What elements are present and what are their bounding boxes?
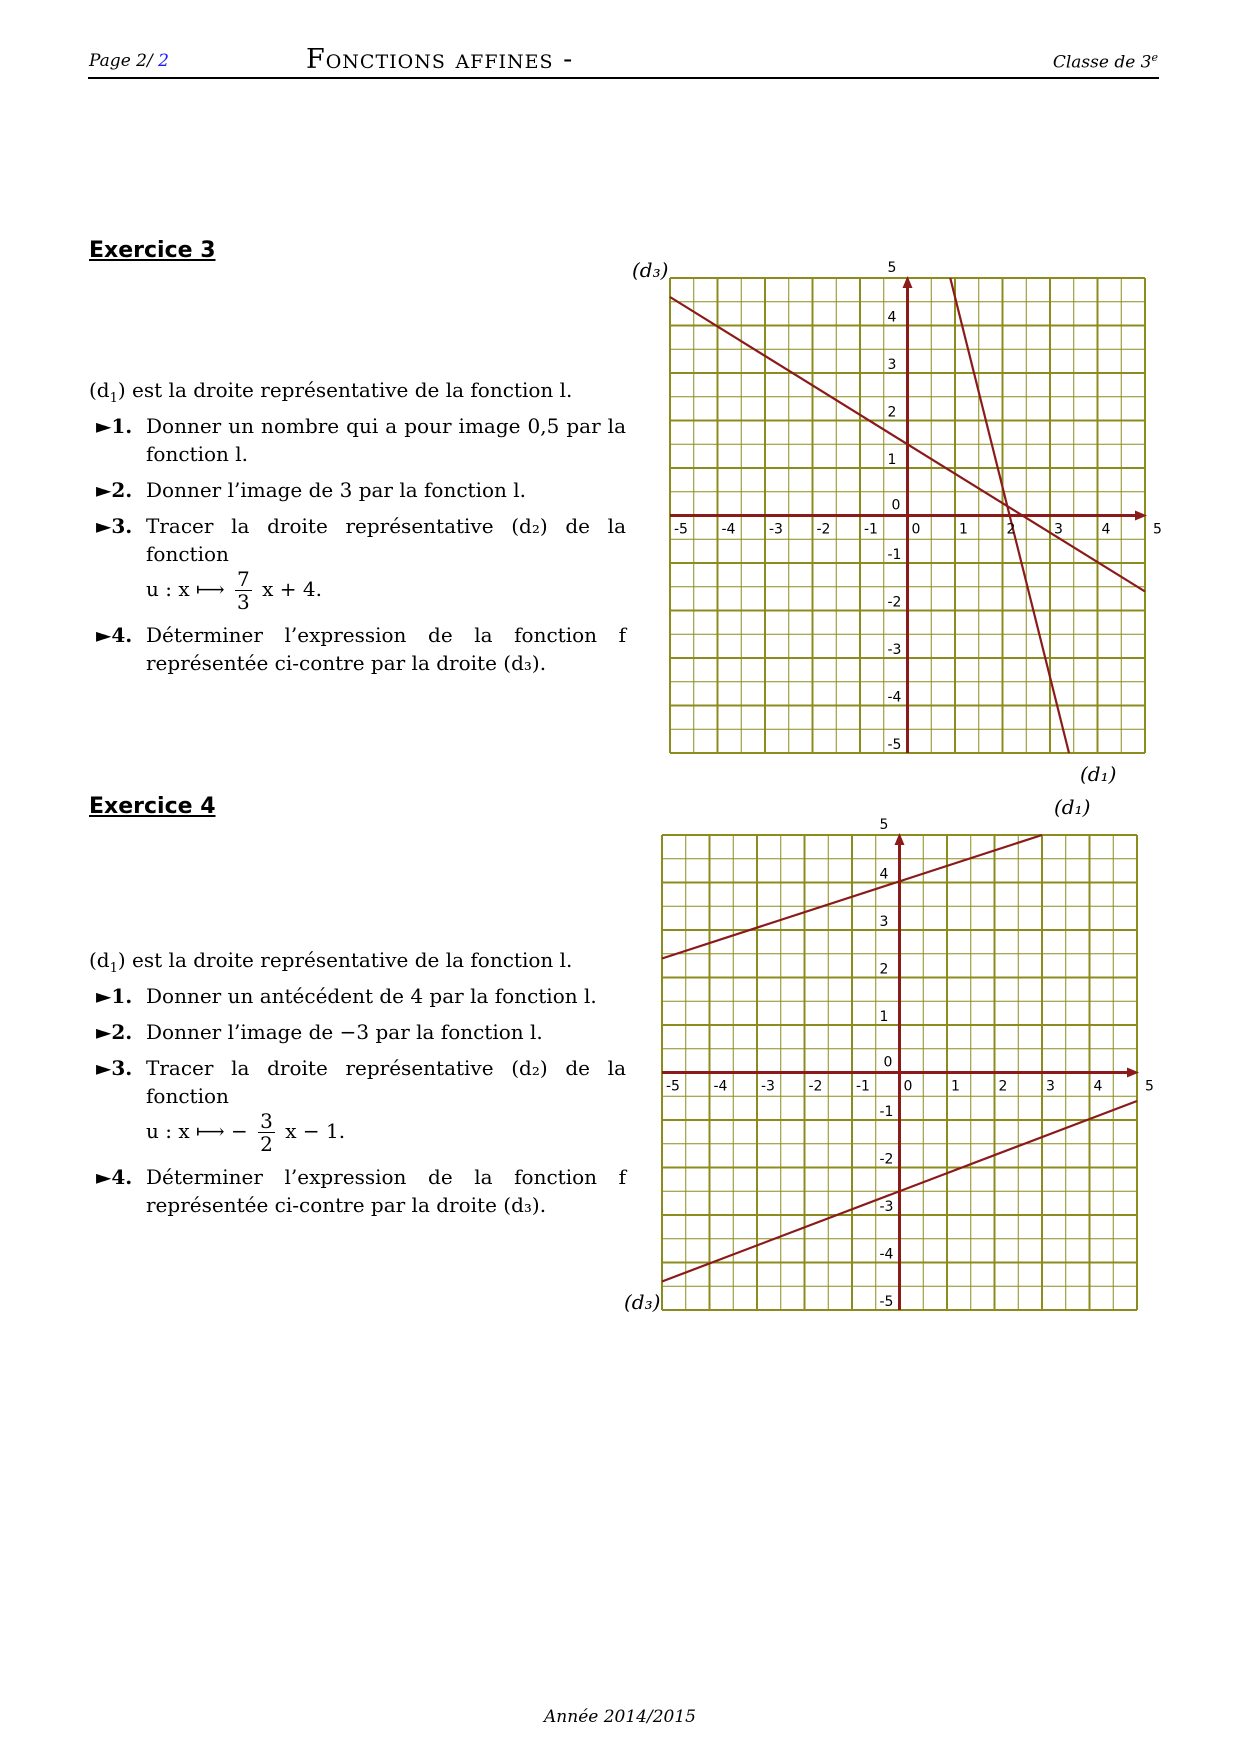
exercise-3-questions bbox=[96, 412, 626, 685]
x-tick-label: -3 bbox=[769, 521, 783, 538]
exercise-4-questions bbox=[96, 982, 626, 1227]
exercise-4-title: Exercice 4 bbox=[89, 794, 216, 819]
question-3 bbox=[96, 1054, 626, 1155]
question-number: ►2. bbox=[96, 1020, 133, 1044]
question-text: Donner l’image de −3 par la fonction l. bbox=[146, 1020, 543, 1044]
question-2 bbox=[96, 1018, 626, 1046]
graph-exercise-3 bbox=[660, 258, 1180, 768]
fraction-denominator: 2 bbox=[260, 1132, 273, 1156]
y-tick-label: 3 bbox=[879, 914, 889, 930]
intro-pre: (d bbox=[89, 378, 110, 402]
graph-1-label-d3: (d₃) bbox=[632, 258, 669, 282]
question-text: Déterminer l’expression de la fonction f représentée ci-contre par la droite (d₃). bbox=[146, 1165, 626, 1217]
question-text: Donner un nombre qui a pour image 0,5 par la fonction l. bbox=[146, 414, 626, 466]
y-tick-label: 4 bbox=[879, 866, 889, 883]
question-text: Donner l’image de 3 par la fonction l. bbox=[146, 478, 527, 502]
x-tick-label: -5 bbox=[666, 1078, 680, 1095]
y-tick-label: 5 bbox=[879, 817, 889, 833]
x-tick-label: 1 bbox=[959, 521, 968, 538]
y-tick-label: -2 bbox=[879, 1151, 894, 1168]
question-number: ►3. bbox=[96, 1056, 133, 1080]
x-tick-label: -5 bbox=[674, 521, 688, 538]
graph-2-label-d1: (d₁) bbox=[1054, 795, 1091, 819]
intro-sub: 1 bbox=[109, 961, 118, 976]
x-tick-label: -2 bbox=[816, 521, 831, 538]
question-2 bbox=[96, 476, 626, 504]
x-tick-label: 4 bbox=[1101, 521, 1111, 538]
y-tick-label: -3 bbox=[887, 642, 902, 658]
fraction-numerator: 7 bbox=[237, 567, 250, 591]
y-tick-label: -5 bbox=[879, 1294, 894, 1310]
class-sup: e bbox=[1151, 51, 1158, 64]
fraction bbox=[235, 568, 252, 613]
x-tick-label: -2 bbox=[808, 1078, 823, 1095]
page-total-link[interactable]: 2 bbox=[158, 51, 169, 71]
y-tick-label: -3 bbox=[879, 1199, 894, 1215]
page-prefix: Page 2/ bbox=[89, 51, 153, 71]
intro-pre: (d bbox=[89, 948, 110, 972]
question-1 bbox=[96, 982, 626, 1010]
y-tick-label: 3 bbox=[887, 357, 897, 373]
y-tick-label: 2 bbox=[879, 961, 889, 978]
question-1 bbox=[96, 412, 626, 468]
question-number: ►1. bbox=[96, 414, 133, 438]
origin-label: 0 bbox=[891, 497, 901, 514]
footer-year: Année 2014/2015 bbox=[544, 1707, 696, 1727]
x-tick-label: -4 bbox=[713, 1078, 728, 1095]
question-3-text: Tracer la droite représentative (d₂) de la fonction bbox=[146, 514, 626, 566]
y-tick-label: -5 bbox=[887, 737, 902, 753]
origin-label: 0 bbox=[883, 1054, 893, 1071]
question-3-text: Tracer la droite représentative (d₂) de la fonction bbox=[146, 1056, 626, 1108]
question-number: ►2. bbox=[96, 478, 133, 502]
x-tick-label: 5 bbox=[1153, 521, 1162, 538]
fraction bbox=[258, 1110, 275, 1155]
question-text bbox=[146, 1054, 626, 1155]
x-tick-label: 5 bbox=[1145, 1078, 1154, 1095]
exercise-3-title: Exercice 3 bbox=[89, 238, 216, 263]
exercise-4-intro bbox=[89, 946, 572, 983]
question-text bbox=[146, 512, 626, 613]
y-tick-label: 2 bbox=[887, 404, 897, 421]
y-tick-label: -2 bbox=[887, 594, 902, 611]
y-tick-label: 1 bbox=[887, 452, 897, 468]
intro-post: ) est la droite représentative de la fonction l. bbox=[117, 378, 573, 402]
x-tick-label: 3 bbox=[1054, 521, 1063, 538]
x-tick-label: -1 bbox=[864, 521, 878, 538]
page-title: Fonctions affines - bbox=[306, 44, 574, 75]
y-tick-label: -4 bbox=[879, 1246, 894, 1263]
graph-1-label-d1: (d₁) bbox=[1080, 762, 1117, 786]
fraction-denominator: 3 bbox=[237, 590, 250, 614]
x-tick-label: -4 bbox=[721, 521, 736, 538]
x-tick-label: 0 bbox=[911, 521, 921, 538]
x-tick-label: 2 bbox=[998, 1078, 1008, 1095]
function-rhs: x − 1. bbox=[285, 1119, 346, 1143]
question-number: ►4. bbox=[96, 623, 133, 647]
x-tick-label: 3 bbox=[1046, 1078, 1055, 1095]
question-3 bbox=[96, 512, 626, 613]
question-number: ►1. bbox=[96, 984, 133, 1008]
question-4 bbox=[96, 1163, 626, 1219]
fraction-numerator: 3 bbox=[260, 1109, 273, 1133]
y-tick-label: 5 bbox=[887, 260, 897, 276]
function-lhs: u : x ⟼ − bbox=[146, 1119, 248, 1143]
intro-post: ) est la droite représentative de la fonction l. bbox=[117, 948, 573, 972]
x-tick-label: -1 bbox=[856, 1078, 870, 1095]
graph-2-label-d3: (d₃) bbox=[624, 1290, 661, 1314]
question-number: ►4. bbox=[96, 1165, 133, 1189]
function-rhs: x + 4. bbox=[262, 577, 322, 601]
graph-exercise-4 bbox=[652, 815, 1172, 1325]
question-number: ►3. bbox=[96, 514, 133, 538]
y-tick-label: -1 bbox=[887, 547, 902, 563]
y-tick-label: -1 bbox=[879, 1104, 894, 1120]
exercise-3-intro bbox=[89, 376, 572, 413]
question-4 bbox=[96, 621, 626, 677]
question-text: Déterminer l’expression de la fonction f représentée ci-contre par la droite (d₃). bbox=[146, 623, 626, 675]
y-tick-label: 4 bbox=[887, 309, 897, 326]
y-tick-label: 1 bbox=[879, 1009, 889, 1025]
page-number bbox=[89, 51, 169, 71]
y-tick-label: -4 bbox=[887, 689, 902, 706]
x-tick-label: -3 bbox=[761, 1078, 775, 1095]
intro-sub: 1 bbox=[109, 391, 118, 406]
question-text: Donner un antécédent de 4 par la fonction l. bbox=[146, 984, 597, 1008]
x-tick-label: 4 bbox=[1093, 1078, 1103, 1095]
x-tick-label: 0 bbox=[903, 1078, 913, 1095]
x-tick-label: 2 bbox=[1006, 521, 1016, 538]
class-label bbox=[1053, 51, 1158, 73]
function-lhs: u : x ⟼ bbox=[146, 577, 225, 601]
x-tick-label: 1 bbox=[951, 1078, 960, 1095]
header-rule bbox=[88, 77, 1159, 79]
class-text: Classe de 3 bbox=[1052, 52, 1152, 73]
